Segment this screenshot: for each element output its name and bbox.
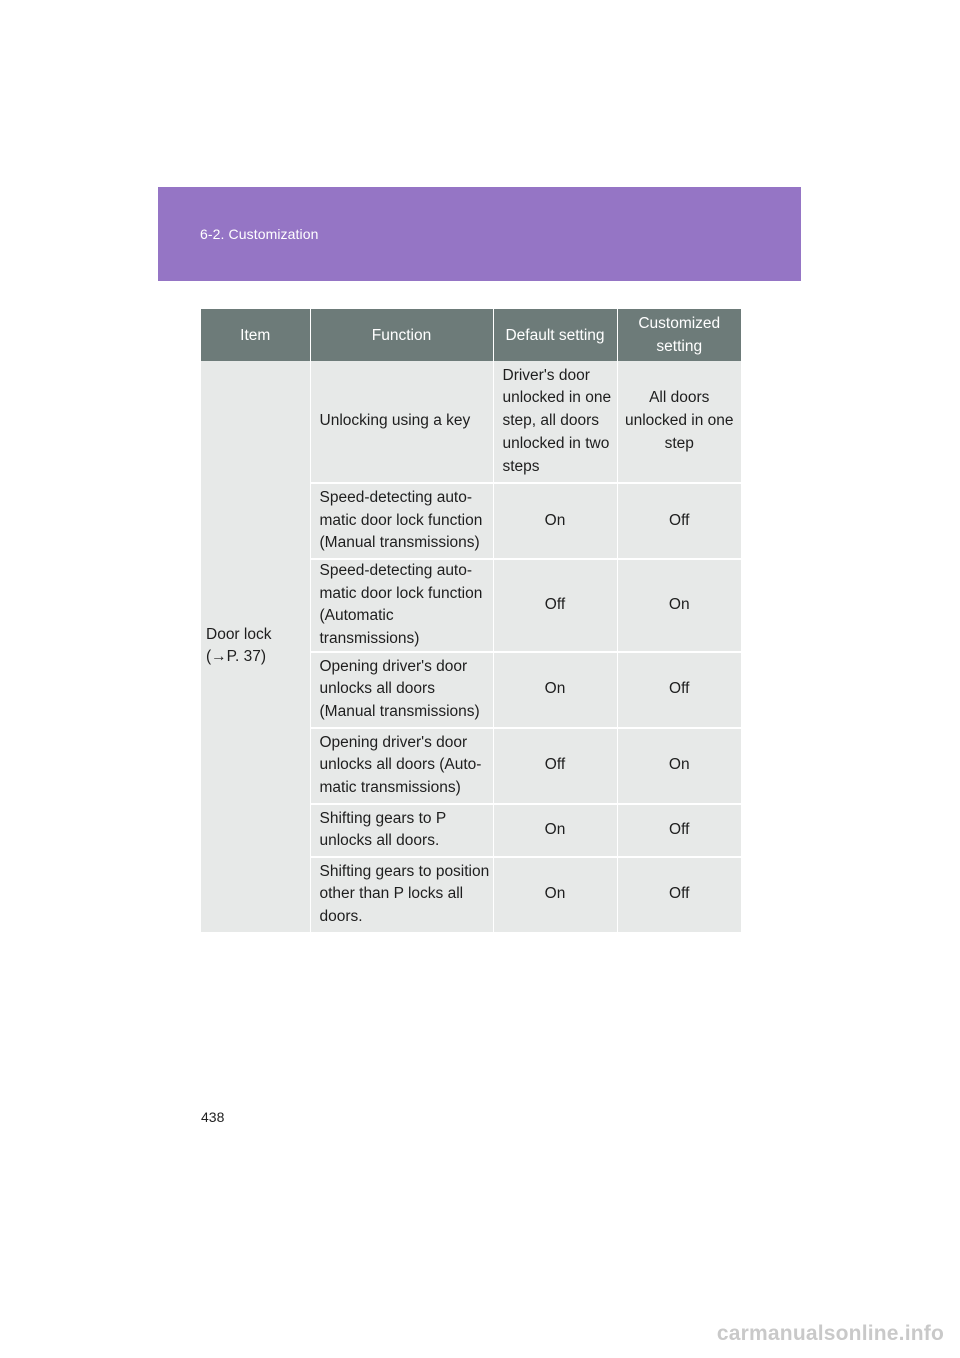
customization-table <box>201 309 741 934</box>
function-cell: Speed-detecting auto-matic door lock function (Manual transmissions) <box>310 483 493 559</box>
function-cell: Opening driver's door unlocks all doors (Auto-matic transmissions) <box>310 728 493 804</box>
customized-setting-cell: All doors unlocked in one step <box>617 361 741 483</box>
column-header-function: Function <box>310 309 493 361</box>
default-setting-cell: On <box>493 483 617 559</box>
default-setting-cell: On <box>493 804 617 857</box>
function-cell: Shifting gears to position other than P locks all doors. <box>310 857 493 933</box>
default-setting-cell: On <box>493 652 617 728</box>
customized-setting-cell: On <box>617 728 741 804</box>
default-setting-cell: Driver's door unlocked in one step, all doors unlocked in two steps <box>493 361 617 483</box>
customized-setting-cell: Off <box>617 804 741 857</box>
customized-setting-cell: Off <box>617 857 741 933</box>
customized-setting-cell: Off <box>617 483 741 559</box>
customized-setting-cell: On <box>617 559 741 652</box>
column-header-default-setting: Default setting <box>493 309 617 361</box>
item-page-reference: (→P. 37) <box>206 648 267 666</box>
function-cell: Speed-detecting auto-matic door lock function (Automatic transmissions) <box>310 559 493 652</box>
function-cell: Shifting gears to P unlocks all doors. <box>310 804 493 857</box>
section-title: 6-2. Customization <box>200 226 319 242</box>
default-setting-cell: Off <box>493 559 617 652</box>
section-header-band <box>158 187 801 281</box>
default-setting-cell: Off <box>493 728 617 804</box>
function-cell: Unlocking using a key <box>310 361 493 483</box>
customized-setting-cell: Off <box>617 652 741 728</box>
page-number: 438 <box>201 1109 225 1125</box>
table-header-row <box>201 309 741 361</box>
default-setting-cell: On <box>493 857 617 933</box>
table-row <box>201 361 741 483</box>
column-header-customized-setting: Customized setting <box>617 309 741 361</box>
function-cell: Opening driver's door unlocks all doors (Manual transmissions) <box>310 652 493 728</box>
item-label: Door lock <box>206 625 272 643</box>
item-cell-door-lock <box>201 361 310 933</box>
column-header-item: Item <box>201 309 310 361</box>
watermark: carmanualsonline.info <box>716 1322 944 1345</box>
